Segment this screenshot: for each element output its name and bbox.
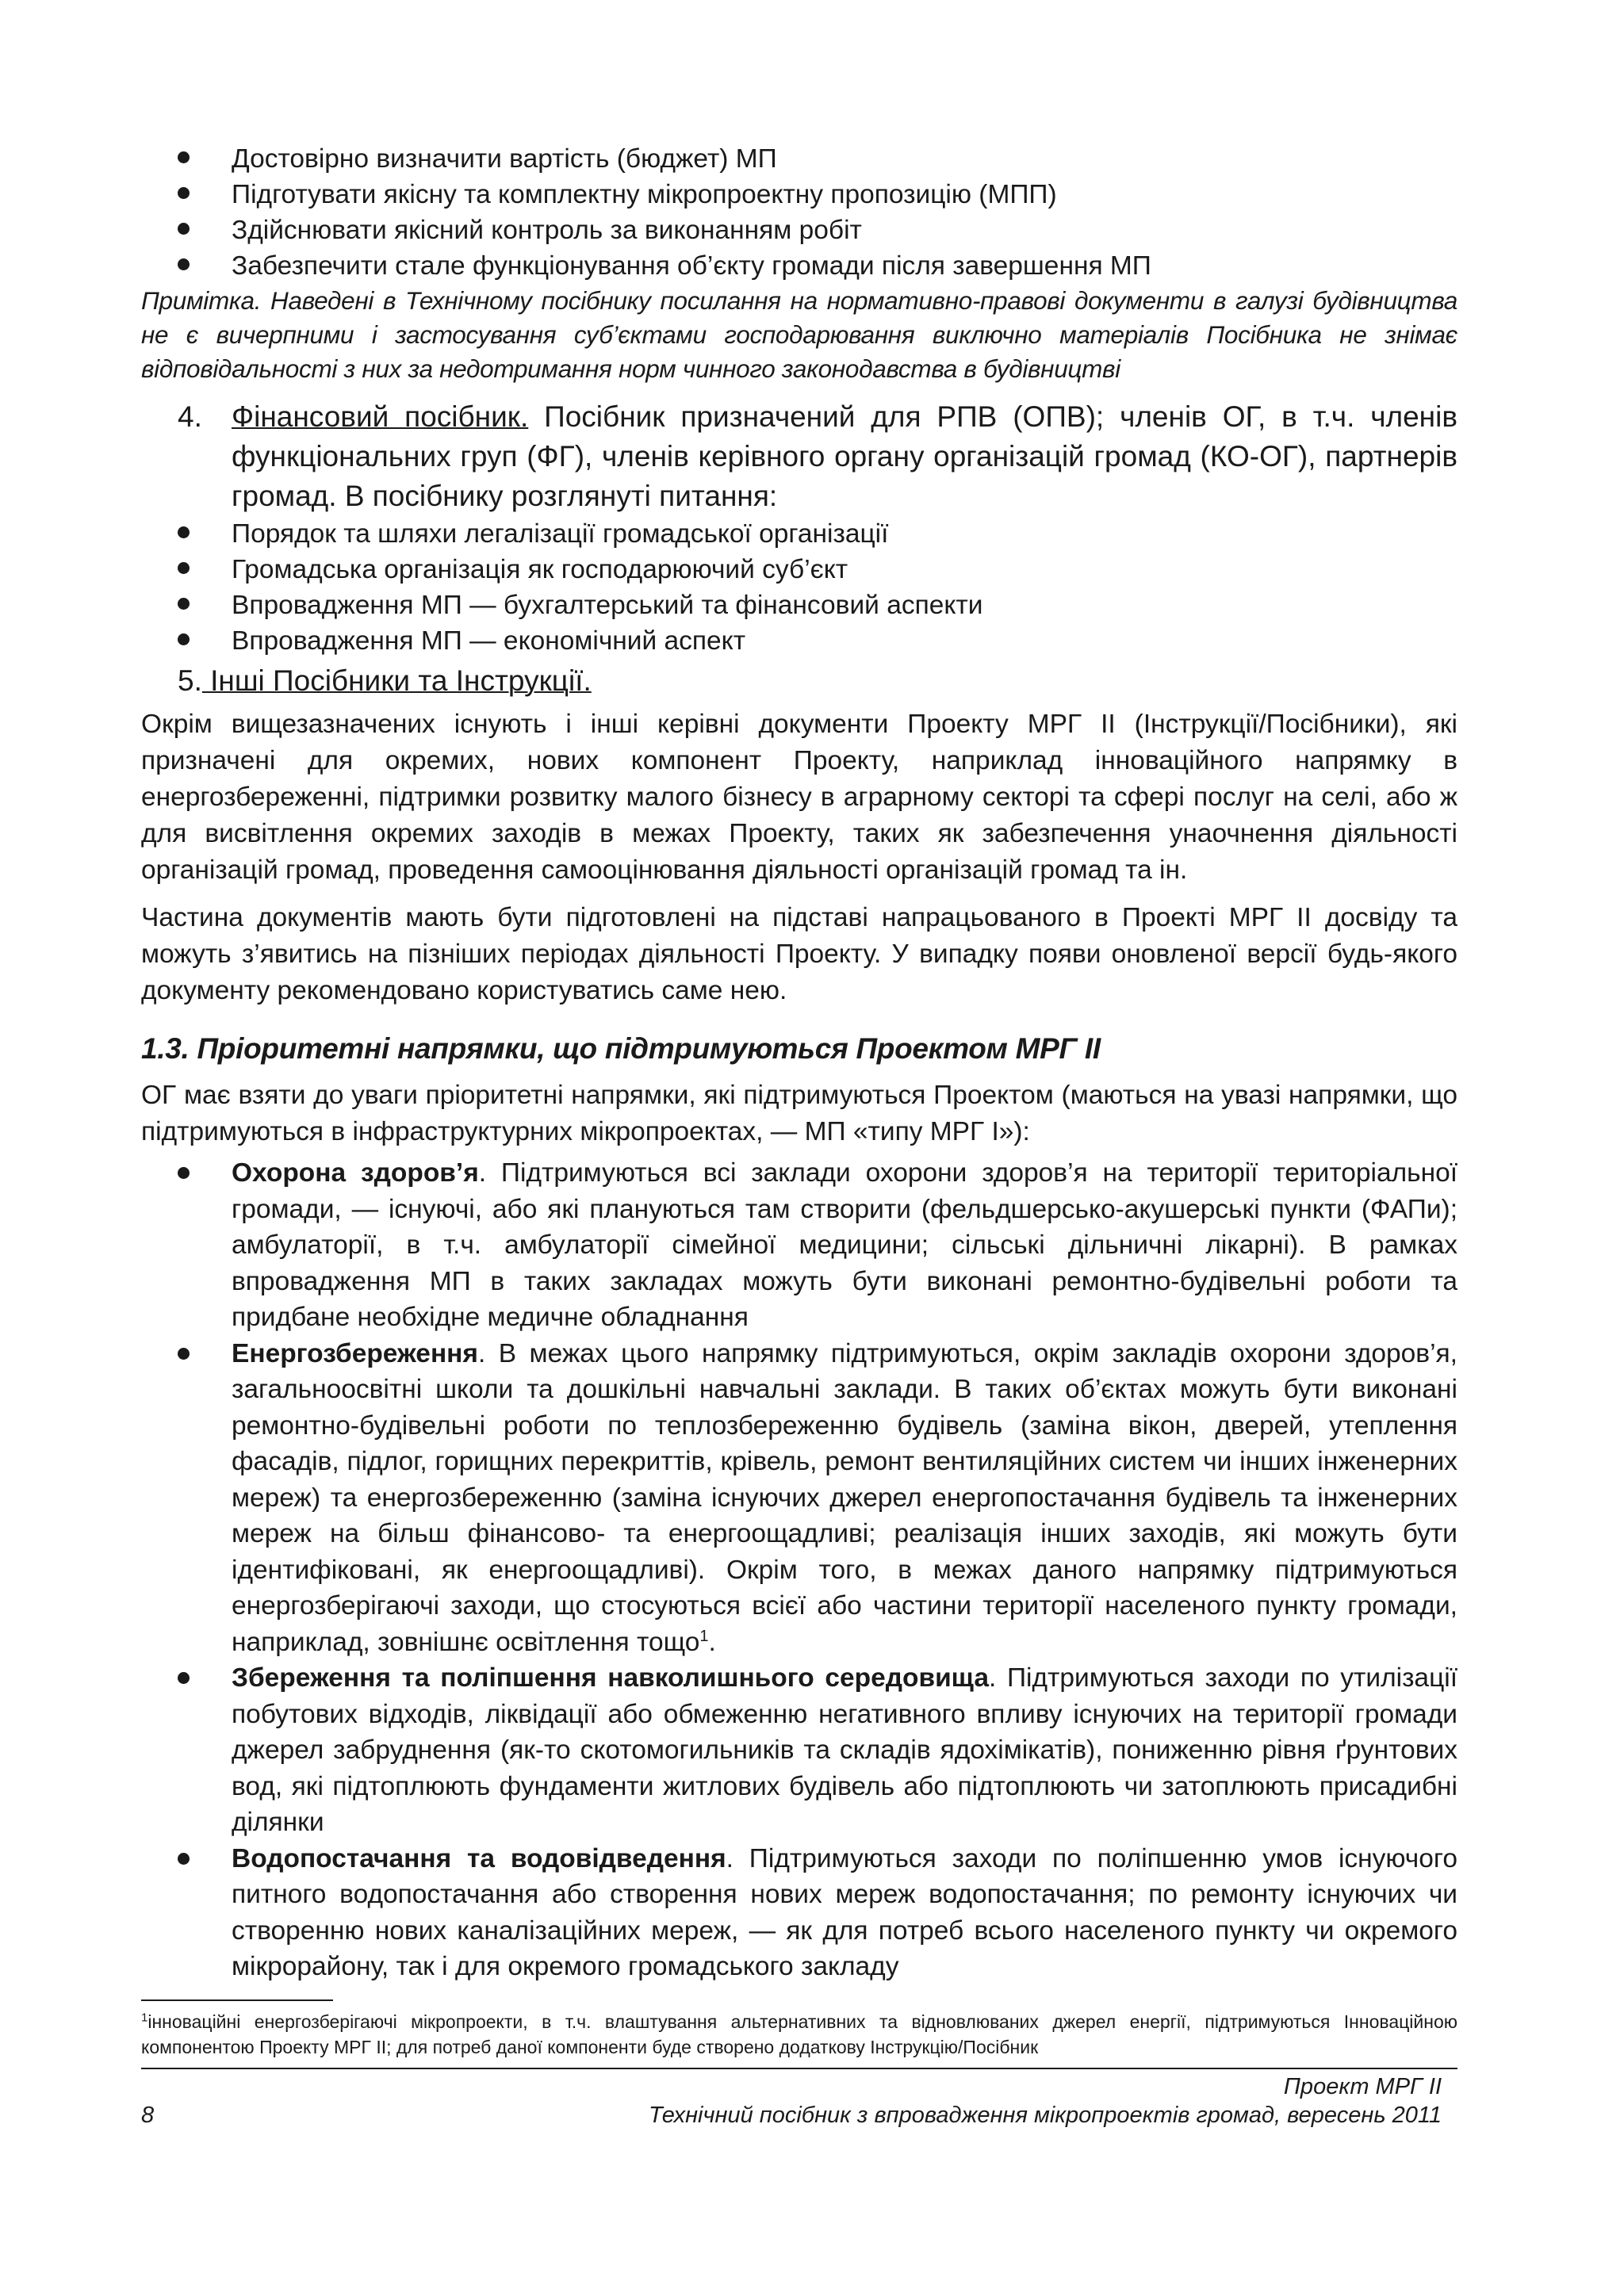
footnote: $^1$інноваційні енергозберігаючі мікропроекти, в т.ч. влаштування альтернативних та відновлюваних джерел енергії, підтримуються Інноваційною компонентою Проекту МРГ ІІ; для потреб даної компоненти буде створено додаткову Інструкцію/Посібник — [141, 2010, 1457, 2057]
bullet-list-financial — [141, 516, 1457, 659]
footnote-mark: 1 — [141, 2010, 148, 2024]
list-item: Впровадження МП — бухгалтерський та фінансовий аспекти — [141, 587, 1457, 623]
list-item-energy: Енергозбереження. В межах цього напрямку підтримуються, окрім закладів охорони здоров’я, загальноосвітні школи та дошкільні навчальні заклади. В таких об’єктах можуть бути виконані ремонтно-будівельні роботи по теплозбереженню будівель (заміна вікон, дверей, утеплення фасадів, підлог, горищних перекриттів, крівель, ремонт вентиляційних систем чи інших інженерних мереж) та енергозбереженню (заміна існуючих джерел енергопостачання будівель та інженерних мереж на більш фінансово- та енергоощадливі; реалізація інших заходів, які можуть бути ідентифіковані, як енергоощадливі). Окрім того, в межах даного напрямку підтримуються енергозберігаючі заходи, що стосуються всієї або частини території населеного пункту громади, наприклад, зовнішнє освітлення тощо$^1$. — [141, 1336, 1457, 1661]
list-item-health: Охорона здоров’я. Підтримуються всі заклади охорони здоров’я на території територіальної громади, — існуючі, або які плануються там створити (фельдшерсько-акушерські пункти (ФАПи); амбулаторії, в т.ч. амбулаторії сімейної медицини; сільські дільничні лікарні). В рамках впровадження МП в таких закладах можуть бути виконані ремонтно-будівельні роботи та придбане необхідне медичне обладнання — [141, 1155, 1457, 1336]
footer-project: Проект МРГ ІІ — [1283, 2073, 1442, 2099]
list-item-environment: Збереження та поліпшення навколишнього середовища. Підтримуються заходи по утилізації побутових відходів, ліквідації або обмеженню негативного впливу існуючих на території громади джерел забруднення (як-то скотомогильників та складів ядохімікатів), пониженню рівня ґрунтових вод, які підтоплюють фундаменти житлових будівель або підтоплюють чи затоплюють присадибні ділянки — [141, 1660, 1457, 1841]
page-number: 8 — [141, 2102, 155, 2128]
footnote-divider — [141, 1999, 333, 2001]
bullet-icon — [178, 258, 190, 270]
item-other-guides — [141, 660, 1457, 702]
document-page — [141, 141, 1457, 2141]
list-item: Порядок та шляхи легалізації громадської організації — [141, 516, 1457, 552]
bullet-icon — [178, 1672, 190, 1684]
item-title: Фінансовий посібник. — [232, 400, 529, 433]
bullet-icon — [178, 151, 190, 163]
list-item: Впровадження МП — економічний аспект — [141, 623, 1457, 659]
bullet-icon — [178, 1853, 190, 1865]
priority-list — [141, 1155, 1457, 1985]
item-title: Інші Посібники та Інструкції. — [201, 664, 592, 697]
item-number: 5. — [178, 664, 202, 697]
list-item: Достовірно визначити вартість (бюджет) МП — [141, 141, 1457, 177]
bullet-icon — [178, 633, 190, 645]
bullet-icon — [178, 1348, 190, 1360]
bullet-icon — [178, 187, 190, 199]
page-footer — [141, 2069, 1457, 2141]
bullet-list-goals — [141, 141, 1457, 284]
list-item-water: Водопостачання та водовідведення. Підтримуються заходи по поліпшенню умов існуючого питного водопостачання або створення нових мереж водопостачання; по ремонту існуючих чи створенню нових каналізаційних мереж, — як для потреб всього населеного пункту чи окремого мікрорайону, так і для окремого громадського закладу — [141, 1841, 1457, 1985]
paragraph-intro: ОГ має взяти до уваги пріоритетні напрямки, які підтримуються Проектом (маються на увазі напрямки, що підтримуються в інфраструктурних мікропроектах, — МП «типу МРГ І»): — [141, 1081, 1457, 1146]
item-number: 4. — [178, 400, 202, 433]
bullet-icon — [178, 598, 190, 610]
paragraph-other-docs: Окрім вищезазначених існують і інші керівні документи Проекту МРГ ІІ (Інструкції/Посібники), які призначені для окремих, нових компонент Проекту, наприклад інноваційного напрямку в енергозбереженні, підтримки розвитку малого бізнесу в аграрному секторі та сфері послуг на селі, або ж для висвітлення окремих заходів в межах Проекту, таких як забезпечення унаочнення діяльності організацій громад, проведення самооцінювання діяльності організацій громад та ін. — [141, 710, 1457, 885]
footer-document-title: Технічний посібник з впровадження мікропроектів громад, вересень 2011 — [648, 2102, 1442, 2128]
bullet-icon — [178, 1167, 190, 1179]
list-item: Підготувати якісну та комплектну мікропроектну пропозицію (МПП) — [141, 177, 1457, 212]
note-paragraph: Примітка. Наведені в Технічному посібнику посилання на нормативно-правові документи в галузі будівництва не є вичерпними і застосування суб’єктами господарювання виключно матеріалів Посібника не знімає відповідальності з них за недотримання норм чинного законодавства в будівництві — [141, 286, 1457, 383]
list-item: Громадська організація як господарюючий суб’єкт — [141, 552, 1457, 587]
bullet-icon — [178, 223, 190, 235]
bullet-icon — [178, 526, 190, 538]
footer-credits — [649, 2072, 1442, 2130]
paragraph-future-docs: Частина документів мають бути підготовлені на підставі напрацьованого в Проекті МРГ ІІ досвіду та можуть з’явитись на пізніших періодах діяльності Проекту. У випадку появи оновленої версії будь-якого документу рекомендовано користуватись саме нею. — [141, 903, 1457, 1005]
bullet-icon — [178, 562, 190, 574]
item-text: Посібник призначений для РПВ (ОПВ); членів ОГ, в т.ч. членів функціональних груп (ФГ), членів керівного органу організацій громад (КО-ОГ), партнерів громад. В посібнику розглянуті питання: — [232, 400, 1457, 512]
list-item: Забезпечити сталe функціонування об’єкту громади після завершення МП — [141, 248, 1457, 284]
section-heading: 1.3. Пріоритетні напрямки, що підтримуються Проектом МРГ ІІ — [141, 1032, 1101, 1065]
footnote-reference[interactable]: 1 — [699, 1627, 709, 1645]
list-item: Здійснювати якісний контроль за виконанням робіт — [141, 212, 1457, 248]
item-financial-guide — [141, 397, 1457, 516]
